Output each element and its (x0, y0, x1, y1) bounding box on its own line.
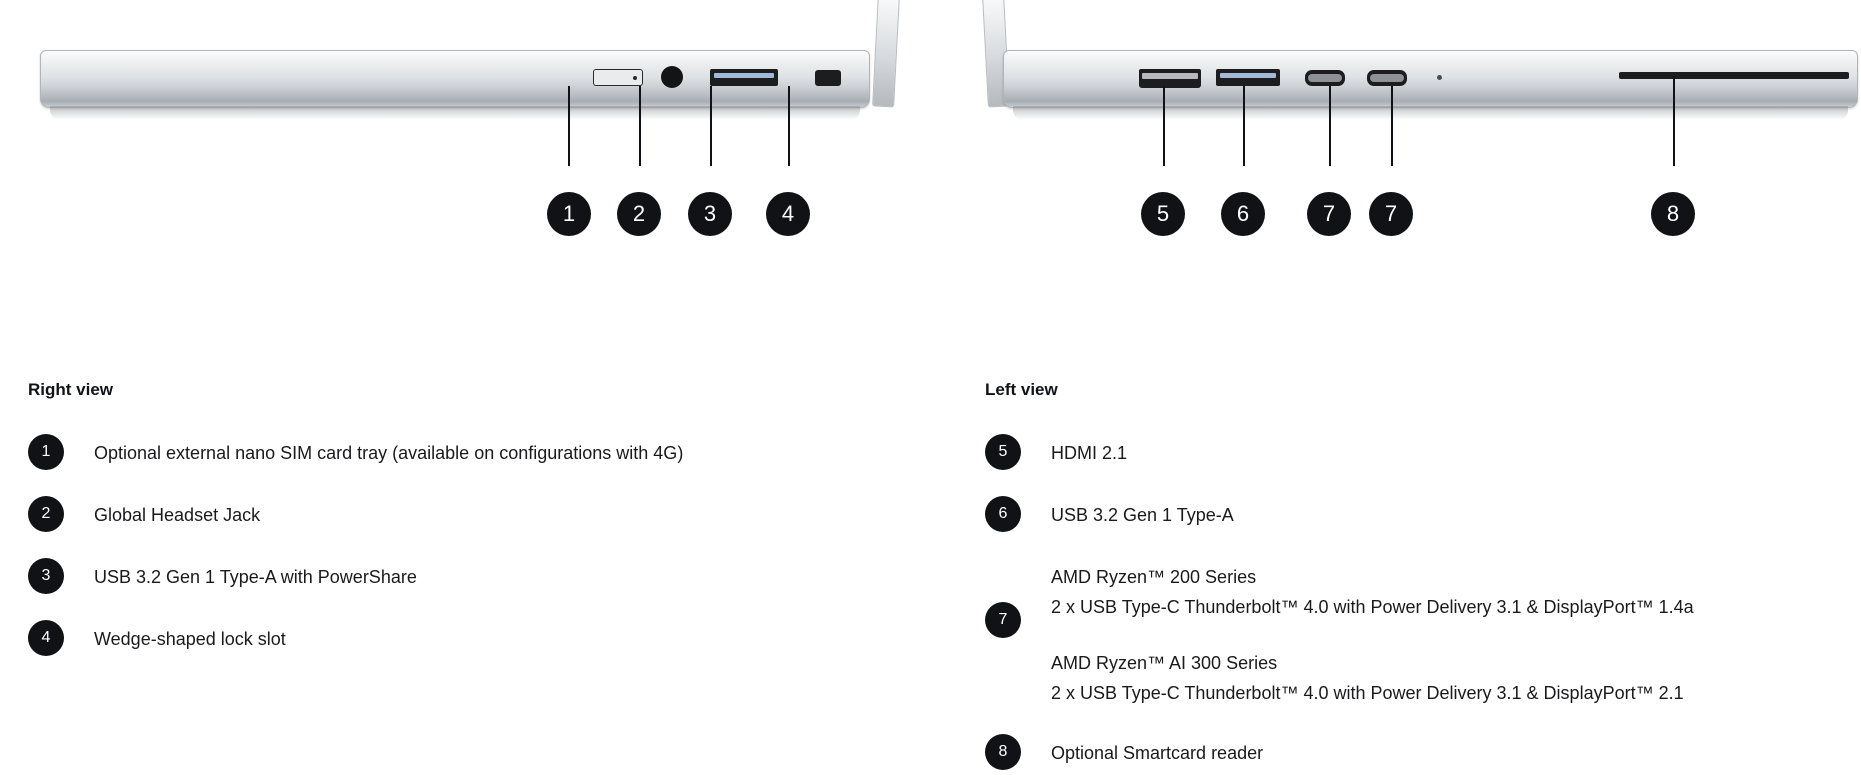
leader-line-7a (1329, 86, 1331, 166)
legend-row-2 (28, 496, 908, 532)
left-view-legend (955, 380, 1835, 775)
callout-bubble-7b: 7 (1369, 192, 1413, 236)
legend-text-5: HDMI 2.1 (1051, 443, 1128, 463)
callout-bubble-2: 2 (617, 192, 661, 236)
chassis-shadow-right (50, 106, 860, 120)
legend-number-1: 1 (28, 434, 64, 470)
legend-number-6: 6 (985, 496, 1021, 532)
callout-bubble-7a: 7 (1307, 192, 1351, 236)
callout-bubble-1: 1 (547, 192, 591, 236)
leader-line-8 (1673, 76, 1675, 166)
usb-c-port-2 (1367, 70, 1407, 86)
leader-line-5 (1163, 86, 1165, 166)
headset-jack-port (661, 66, 683, 88)
legend-number-8: 8 (985, 734, 1021, 770)
pinhole-indicator (1437, 75, 1442, 80)
legend-row-1 (28, 434, 908, 470)
legend-text-7-line-4: 2 x USB Type-C Thunderbolt™ 4.0 with Power Delivery 3.1 & DisplayPort™ 2.1 (1051, 683, 1684, 703)
legend-text-7-line-3: AMD Ryzen™ AI 300 Series (1051, 653, 1278, 673)
right-view-title: Right view (28, 380, 114, 399)
legend-text-6: USB 3.2 Gen 1 Type-A (1051, 505, 1234, 525)
leader-line-3 (710, 86, 712, 166)
legend-number-3: 3 (28, 558, 64, 594)
legend-text-7-group-2 (1051, 648, 1694, 708)
legend-text-2: Global Headset Jack (94, 505, 261, 525)
callout-bubble-8: 8 (1651, 192, 1695, 236)
sim-card-tray-port (593, 69, 643, 86)
legend-row-6 (985, 496, 1835, 532)
laptop-chassis-left (1003, 50, 1858, 108)
legend-number-7: 7 (985, 602, 1021, 638)
legend-text-8: Optional Smartcard reader (1051, 743, 1264, 763)
callout-bubble-5: 5 (1141, 192, 1185, 236)
legend-text-1: Optional external nano SIM card tray (available on configurations with 4G) (94, 443, 684, 463)
leader-line-6 (1243, 86, 1245, 166)
legend-row-3 (28, 558, 908, 594)
lock-slot-port (815, 70, 841, 86)
legend-text-7-line-1: AMD Ryzen™ 200 Series (1051, 567, 1257, 587)
legend-text-4: Wedge-shaped lock slot (94, 629, 286, 649)
legend-text-3: USB 3.2 Gen 1 Type-A with PowerShare (94, 567, 417, 587)
legend-row-7 (985, 558, 1835, 708)
legend-text-7 (1051, 558, 1694, 708)
usb-c-port-1 (1305, 70, 1345, 86)
right-view-legend (28, 380, 908, 682)
legend-row-4 (28, 620, 908, 656)
legend-number-2: 2 (28, 496, 64, 532)
legend-number-4: 4 (28, 620, 64, 656)
legend-text-7-line-2: 2 x USB Type-C Thunderbolt™ 4.0 with Power Delivery 3.1 & DisplayPort™ 1.4a (1051, 597, 1694, 617)
usb-a-port-left (1216, 69, 1280, 86)
leader-line-2 (639, 86, 641, 166)
callout-bubble-6: 6 (1221, 192, 1265, 236)
leader-line-1 (568, 86, 570, 166)
illustration-area (0, 0, 1861, 255)
hdmi-port (1139, 69, 1201, 88)
leader-line-7b (1391, 86, 1393, 166)
left-view-title: Left view (985, 380, 1058, 399)
usb-a-port-right (710, 69, 778, 86)
chassis-shadow-left (1013, 106, 1848, 120)
legend-row-8 (985, 734, 1835, 770)
smartcard-slot (1619, 72, 1849, 79)
legend-number-5: 5 (985, 434, 1021, 470)
laptop-lid-right (872, 0, 900, 107)
leader-line-4 (788, 86, 790, 166)
callout-bubble-4: 4 (766, 192, 810, 236)
legend-text-7-group-1 (1051, 562, 1694, 622)
legend-row-5 (985, 434, 1835, 470)
callout-bubble-3: 3 (688, 192, 732, 236)
